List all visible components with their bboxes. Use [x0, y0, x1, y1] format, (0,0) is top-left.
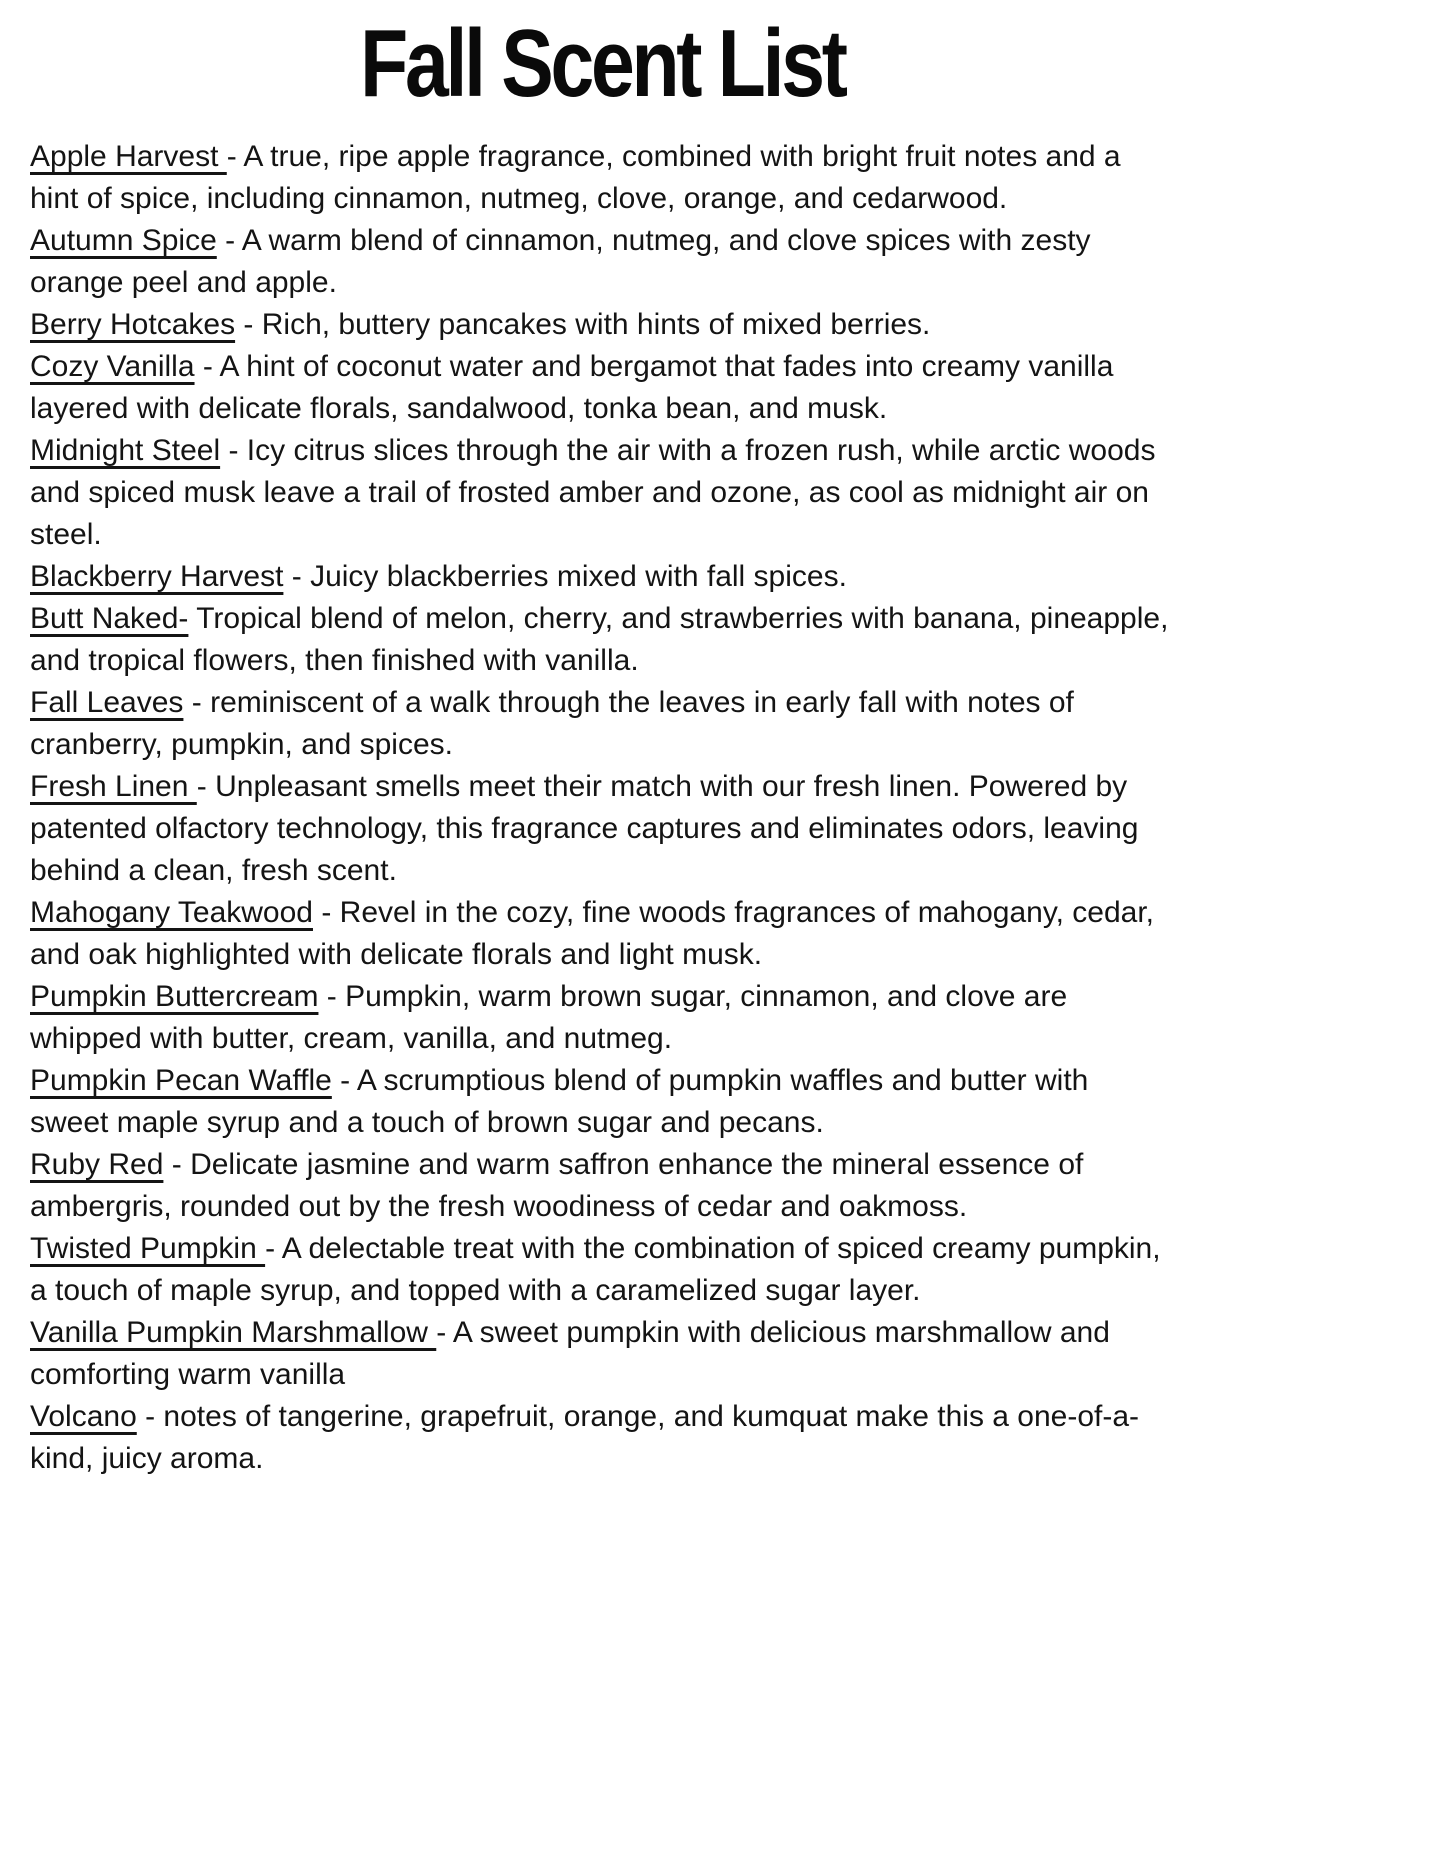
scent-name: Blackberry Harvest [30, 560, 284, 593]
scent-description: - Icy citrus slices through the air with a frozen rush, while arctic woods and spiced musk leave a trail of frosted amber and ozone, as cool as midnight air on steel. [30, 434, 1156, 551]
scent-name: Vanilla Pumpkin Marshmallow [30, 1316, 437, 1349]
scent-name: Volcano [30, 1400, 137, 1433]
scent-name: Fall Leaves [30, 686, 184, 719]
scent-name: Mahogany Teakwood [30, 896, 313, 929]
scent-description: - A true, ripe apple fragrance, combined with bright fruit notes and a hint of spice, including cinnamon, nutmeg, clove, orange, and cedarwood. [30, 140, 1121, 215]
scent-description: - A delectable treat with the combination of spiced creamy pumpkin, a touch of maple syrup, and topped with a caramelized sugar layer. [30, 1232, 1161, 1307]
scent-name: Apple Harvest [30, 140, 227, 173]
scent-name: Midnight Steel [30, 434, 221, 467]
scent-name: Butt Naked- [30, 602, 189, 635]
scent-description: - Revel in the cozy, fine woods fragrances of mahogany, cedar, and oak highlighted with delicate florals and light musk. [30, 896, 1154, 971]
scent-description: - Unpleasant smells meet their match with our fresh linen. Powered by patented olfactory technology, this fragrance captures and eliminates odors, leaving behind a clean, fresh scent. [30, 770, 1139, 887]
scent-item [30, 220, 1175, 304]
scent-name: Cozy Vanilla [30, 350, 195, 383]
scent-name: Berry Hotcakes [30, 308, 236, 341]
scent-description: - A hint of coconut water and bergamot that fades into creamy vanilla layered with delicate florals, sandalwood, tonka bean, and musk. [30, 350, 1114, 425]
scent-item [30, 1312, 1175, 1396]
scent-description: - Pumpkin, warm brown sugar, cinnamon, and clove are whipped with butter, cream, vanilla, and nutmeg. [30, 980, 1068, 1055]
scent-item [30, 556, 1175, 598]
scent-description: - Rich, buttery pancakes with hints of mixed berries. [243, 308, 931, 341]
scent-name: Pumpkin Pecan Waffle [30, 1064, 332, 1097]
scent-description: - reminiscent of a walk through the leaves in early fall with notes of cranberry, pumpkin, and spices. [30, 686, 1074, 761]
scent-item [30, 598, 1175, 682]
scent-name: Ruby Red [30, 1148, 164, 1181]
scent-item [30, 304, 1175, 346]
scent-description: - Juicy blackberries mixed with fall spices. [291, 560, 847, 593]
scent-item [30, 1228, 1175, 1312]
scent-item [30, 136, 1175, 220]
scent-item [30, 1396, 1175, 1480]
scent-name: Pumpkin Buttercream [30, 980, 319, 1013]
scent-item [30, 346, 1175, 430]
scent-description: - notes of tangerine, grapefruit, orange, and kumquat make this a one-of-a-kind, juicy aroma. [30, 1400, 1140, 1475]
scent-description: Tropical blend of melon, cherry, and strawberries with banana, pineapple, and tropical flowers, then finished with vanilla. [30, 602, 1169, 677]
scent-item [30, 430, 1175, 556]
scent-description: - A sweet pumpkin with delicious marshmallow and comforting warm vanilla [30, 1316, 1110, 1391]
scent-list [30, 136, 1175, 1480]
scent-item [30, 1060, 1175, 1144]
scent-name: Autumn Spice [30, 224, 217, 257]
scent-description: - A scrumptious blend of pumpkin waffles and butter with sweet maple syrup and a touch of brown sugar and pecans. [30, 1064, 1089, 1139]
scent-name: Fresh Linen [30, 770, 197, 803]
title-container [30, 10, 1175, 118]
scent-item [30, 1144, 1175, 1228]
scent-name: Twisted Pumpkin [30, 1232, 266, 1265]
scent-description: - A warm blend of cinnamon, nutmeg, and clove spices with zesty orange peel and apple. [30, 224, 1091, 299]
scent-item [30, 892, 1175, 976]
scent-item [30, 682, 1175, 766]
page-title: Fall Scent List [360, 10, 845, 117]
scent-item [30, 976, 1175, 1060]
scent-description: - Delicate jasmine and warm saffron enhance the mineral essence of ambergris, rounded out by the fresh woodiness of cedar and oakmoss. [30, 1148, 1084, 1223]
scent-item [30, 766, 1175, 892]
